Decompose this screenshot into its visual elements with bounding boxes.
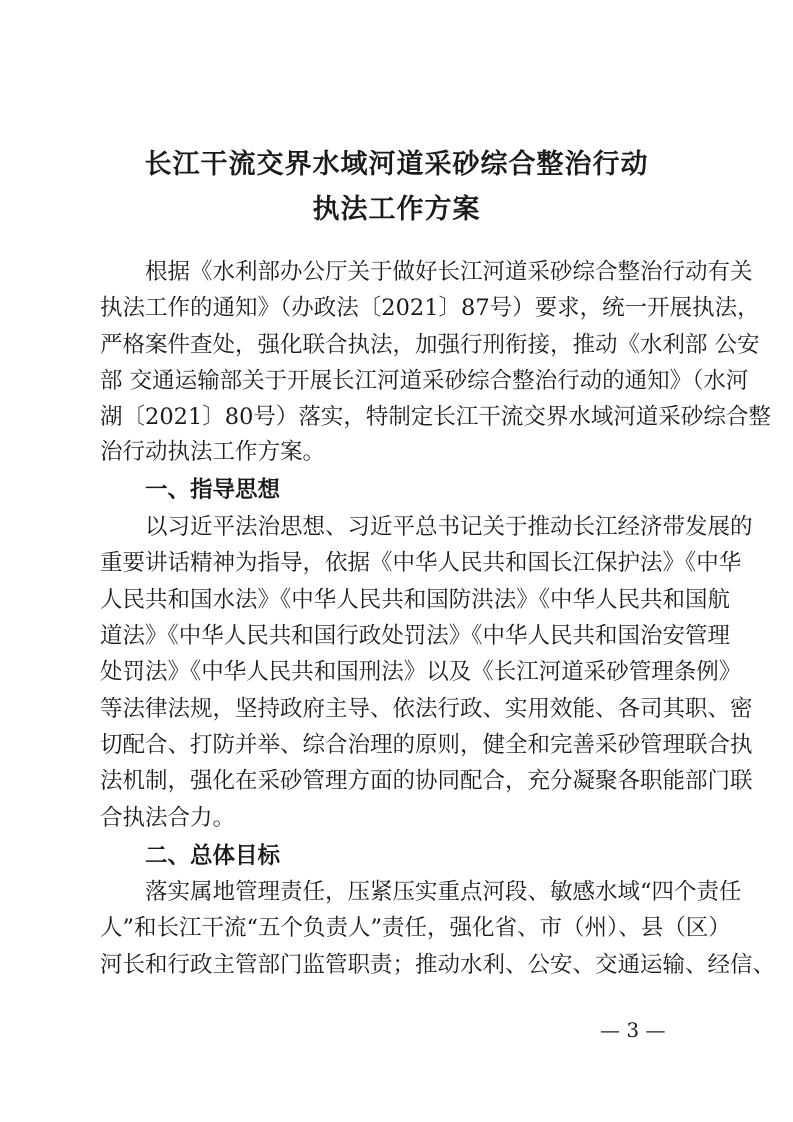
section-heading-1: 一、指导思想 (145, 477, 281, 503)
section-heading-2: 二、总体目标 (145, 843, 281, 869)
text-line: 治行动执法工作方案。 (100, 439, 326, 465)
text-line: 合执法合力。 (100, 805, 236, 831)
text-line: 以习近平法治思想、习近平总书记关于推动长江经济带发展的 (145, 514, 753, 540)
text-line: 部 交通运输部关于开展长江河道采砂综合整治行动的通知》（水河 (100, 368, 749, 394)
text-line: 人民共和国水法》《中华人民共和国防洪法》《中华人民共和国航 (100, 587, 731, 613)
text-line: 重要讲话精神为指导，依据《中华人民共和国长江保护法》《中华 (100, 550, 742, 576)
text-line: 落实属地管理责任，压紧压实重点河段、敏感水域“四个责任 (145, 879, 742, 905)
document-title-line-1: 长江干流交界水域河道采砂综合整治行动 (144, 149, 649, 180)
text-line: 切配合、打防并举、综合治理的原则，健全和完善采砂管理联合执 (100, 732, 753, 758)
text-line: 根据《水利部办公厅关于做好长江河道采砂综合整治行动有关 (145, 259, 753, 285)
text-line: 执法工作的通知》（办政法〔2021〕87号）要求，统一开展执法， (100, 295, 760, 321)
document-title-line-2: 执法工作方案 (312, 194, 481, 225)
text-line: 严格案件查处，强化联合执法，加强行刑衔接，推动《水利部 公安 (100, 332, 760, 358)
text-line: 等法律法规，坚持政府主导、依法行政、实用效能、各司其职、密 (100, 696, 753, 722)
text-line: 道法》《中华人民共和国行政处罚法》《中华人民共和国治安管理 (100, 623, 731, 649)
text-line: 河长和行政主管部门监管职责；推动水利、公安、交通运输、经信、 (100, 952, 776, 978)
text-line: 法机制，强化在采砂管理方面的协同配合，充分凝聚各职能部门联 (100, 768, 753, 794)
page-number: — 3 — (600, 1018, 666, 1042)
text-line: 处罚法》《中华人民共和国刑法》以及《长江河道采砂管理条例》 (100, 659, 742, 685)
text-line: 人”和长江干流“五个负责人”责任，强化省、市（州）、县（区） (100, 915, 731, 941)
text-line: 湖〔2021〕80号）落实，特制定长江干流交界水域河道采砂综合整 (100, 404, 771, 430)
